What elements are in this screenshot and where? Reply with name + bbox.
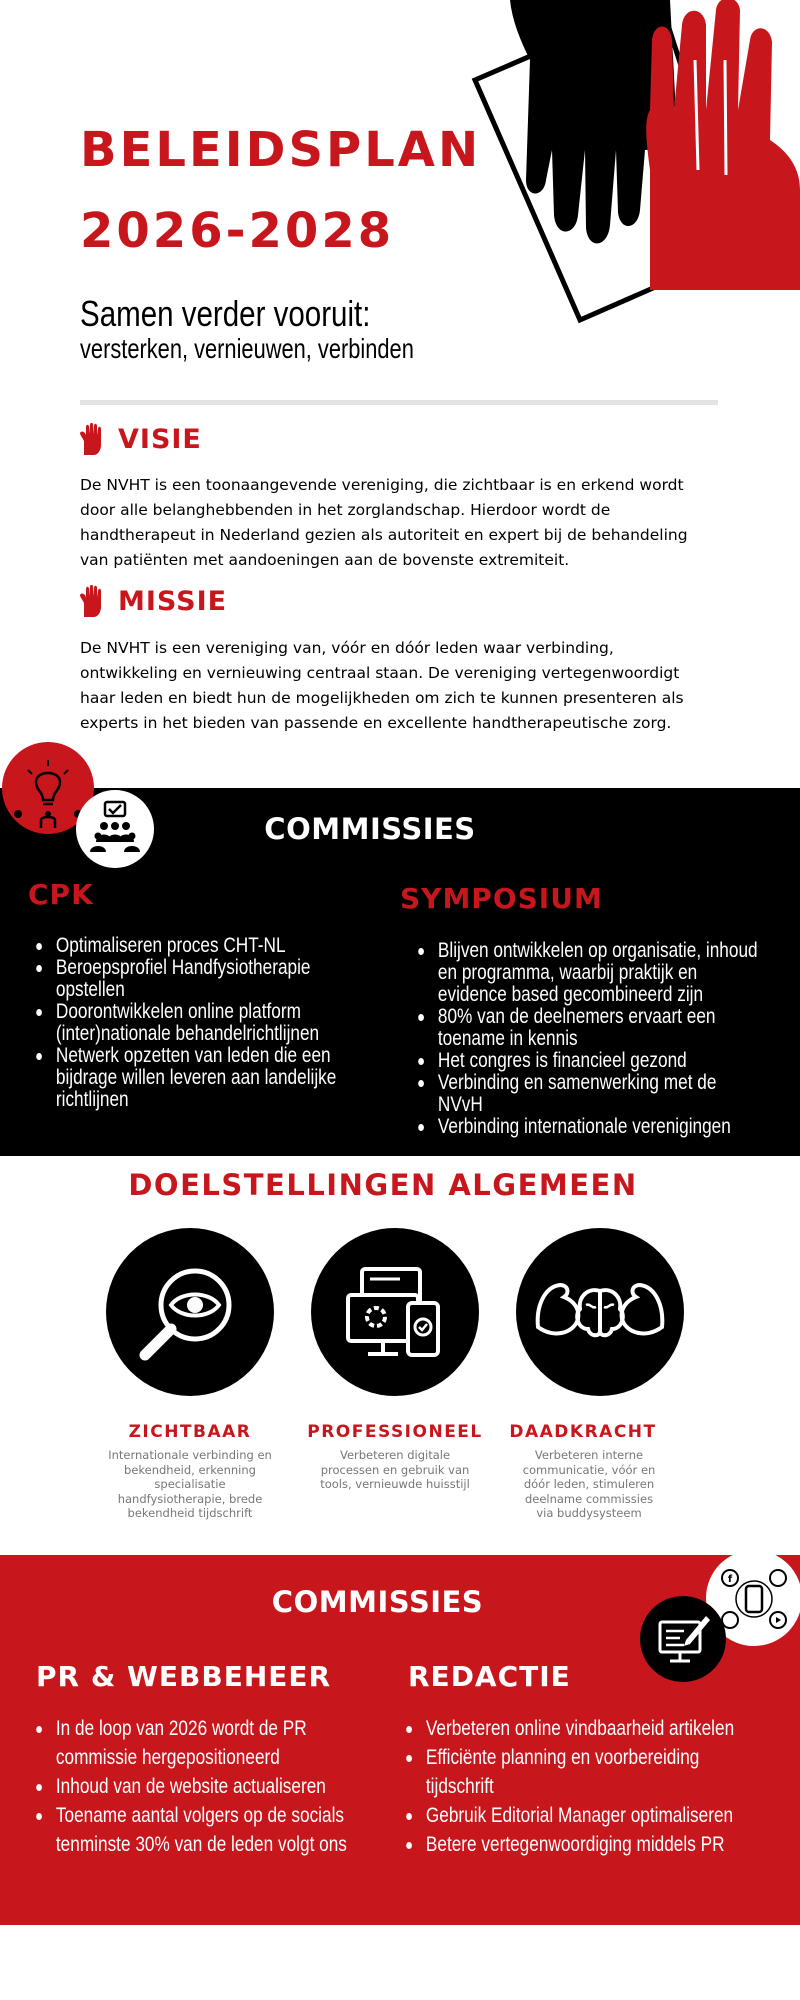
list-item: Verbinding internationale verenigingen [410,1116,760,1138]
visie-heading [80,419,202,459]
digital-devices-icon [340,1257,450,1367]
list-item: Blijven ontwikkelen op organisatie, inhoud en programma, waarbij praktijk en evidence based gecombineerd zijn [410,940,760,1006]
symposium-list [410,940,760,1138]
cpk-list [28,935,358,1111]
visie-text: De NVHT is een toonaangevende vereniging, die zichtbaar is en erkend wordt door alle belanghebbenden in het zorglandschap. Hierdoor wordt de handtherapeut in Nederland gezien als autoriteit en expert bij de behandeling van patiënten met aandoeningen aan de bovenste extremiteit. [80,476,688,569]
list-item: Inhoud van de website actualiseren [28,1772,358,1801]
pr-heading: PR & WEBBEHEER [36,1660,332,1693]
list-item: Beroepsprofiel Handfysiotherapie opstellen [28,957,358,1001]
hand-icon [80,585,106,617]
goal-circle-zichtbaar [106,1228,274,1396]
red-hand-icon [646,0,800,290]
goal-heading-daadkracht: DAADKRACHT [509,1422,657,1442]
list-item: Verbinding en samenwerking met de NVvH [410,1072,760,1116]
subtitle-line1: Samen verder vooruit: [80,293,371,334]
goal-text-daadkracht: Verbeteren interne communicatie, vóór en dóór leden, stimuleren deelname commissies via buddysysteem [522,1448,656,1520]
missie-text: De NVHT is een vereniging van, vóór en dóór leden waar verbinding, ontwikkeling en vernieuwing centraal staan. De vereniging vertegenwoordigt haar leden en biedt hun de mogelijkheden om zich te kunnen presenteren als experts in het bieden van passende en excellente handtherapeutische zorg. [80,639,684,732]
list-item: Toename aantal volgers op de socials tenminste 30% van de leden volgt ons [28,1801,358,1859]
list-item: Efficiënte planning en voorbereiding tijdschrift [398,1743,758,1801]
svg-text:f: f [727,1574,733,1585]
missie-heading [80,581,227,621]
goal-circle-professioneel [311,1228,479,1396]
list-item: In de loop van 2026 wordt de PR commissie hergepositioneerd [28,1714,358,1772]
goal-heading-professioneel: PROFESSIONEEL [307,1422,483,1442]
list-item: Optimaliseren proces CHT-NL [28,935,358,957]
list-item: Gebruik Editorial Manager optimaliseren [398,1801,758,1830]
page-title-line2: 2026-2028 [80,203,395,259]
hands-illustration [470,0,800,330]
hand-icon [80,423,106,455]
goal-text-zichtbaar: Internationale verbinding en bekendheid, erkenning specialisatie handfysiotherapie, brede bekendheid tijdschrift [108,1448,272,1520]
symposium-heading: SYMPOSIUM [400,882,603,915]
commissies-2-title: COMMISSIES [271,1585,484,1619]
list-item: Betere vertegenwoordiging middels PR [398,1830,758,1859]
redactie-heading: REDACTIE [408,1660,571,1693]
list-item: Netwerk opzetten van leden die een bijdrage willen leveren aan landelijke richtlijnen [28,1045,358,1111]
redactie-list [398,1714,758,1859]
pr-list [28,1714,358,1859]
goal-circle-daadkracht [516,1228,684,1396]
goal-heading-zichtbaar: ZICHTBAAR [128,1422,252,1442]
list-item: Doorontwikkelen online platform (inter)nationale behandelrichtlijnen [28,1001,358,1045]
doelstellingen-title: DOELSTELLINGEN ALGEMEEN [128,1168,638,1202]
brain-muscle-icon [530,1257,670,1367]
list-item: Het congres is financieel gezond [410,1050,760,1072]
cpk-heading: CPK [28,878,94,911]
list-item: 80% van de deelnemers ervaart een toename in kennis [410,1006,760,1050]
subtitle-line2: versterken, vernieuwen, verbinden [80,333,414,364]
list-item: Verbeteren online vindbaarheid artikelen [398,1714,758,1743]
visie-heading-label: VISIE [118,423,202,455]
page-title-line1: BELEIDSPLAN [80,122,482,178]
goal-text-professioneel: Verbeteren digitale processen en gebruik van tools, vernieuwde huisstijl [320,1448,470,1491]
missie-heading-label: MISSIE [118,585,228,617]
commissies-title: COMMISSIES [264,812,476,846]
divider [80,400,718,405]
magnifier-eye-icon [135,1257,245,1367]
